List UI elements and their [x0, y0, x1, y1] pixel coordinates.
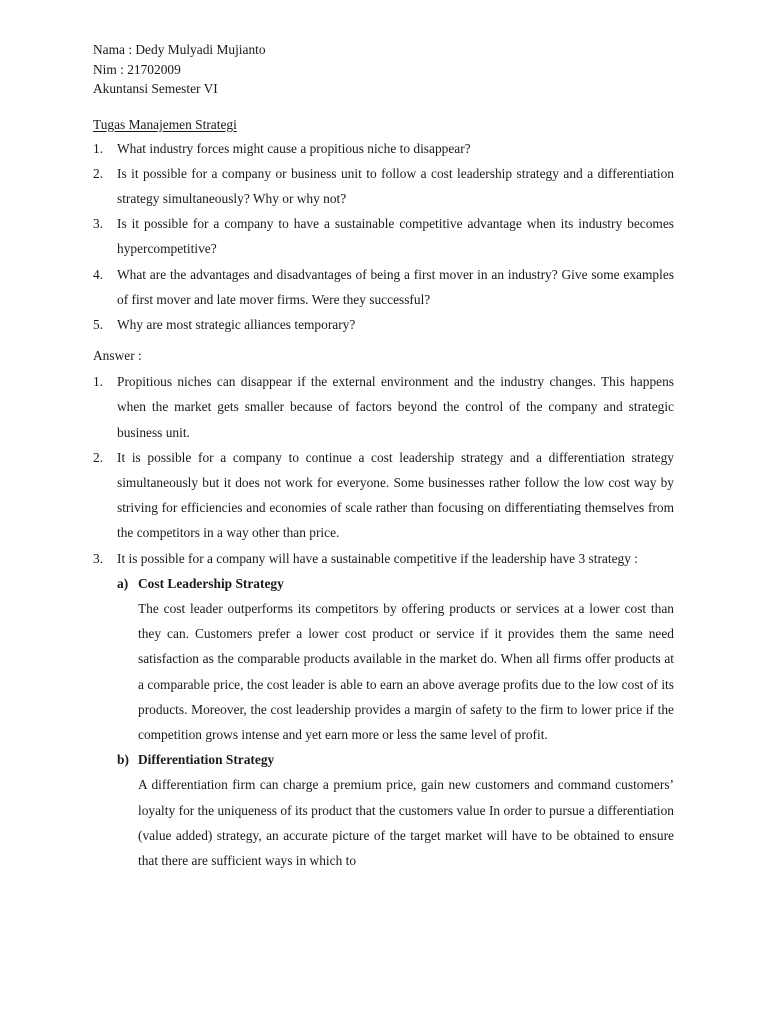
answer-number: 2. — [93, 449, 104, 465]
strategy-list — [117, 571, 674, 873]
question-item — [93, 211, 674, 261]
question-text: Is it possible for a company or business unit to follow a cost leadership strategy and a differentiation strategy simultaneously? Why or why not? — [117, 165, 674, 206]
question-number: 3. — [93, 216, 104, 232]
question-item — [93, 312, 674, 337]
answer-item — [93, 369, 674, 445]
strategy-letter: a) — [117, 575, 129, 591]
question-text: Is it possible for a company to have a sustainable competitive advantage when its industry becomes hypercompetitive? — [117, 216, 674, 257]
question-number: 2. — [93, 165, 104, 181]
question-number: 4. — [93, 266, 104, 282]
answer-number: 1. — [93, 374, 104, 390]
strategy-letter: b) — [117, 752, 129, 768]
strategy-title: Differentiation Strategy — [138, 752, 275, 768]
task-title: Tugas Manajemen Strategi — [93, 116, 237, 132]
answer-title: Answer : — [93, 348, 142, 364]
student-program: Akuntansi Semester VI — [93, 81, 218, 96]
question-number: 1. — [93, 140, 104, 156]
strategy-item — [117, 747, 674, 873]
strategy-body: The cost leader outperforms its competitors by offering products or services at a lower cost than they can. Customers prefer a lower cost product or service if it provides them the same need satisfaction as the comparable products available in the market do. When all firms offer products at a comparable price, the cost leader is able to earn an above average profits due to the low cost of its products. Moreover, the cost leadership provides a margin of safety to the firm to lower price if the competition grows intense and yet earn more or less the same level of profit. — [138, 600, 674, 742]
strategy-title: Cost Leadership Strategy — [138, 575, 284, 591]
strategy-body: A differentiation firm can charge a premium price, gain new customers and command customers’ loyalty for the uniqueness of its product that the customers value In order to pursue a differentiation (value added) strategy, an accurate picture of the target market will have to be obtained to ensure that there are sufficient ways in which to — [138, 777, 674, 868]
question-text: What industry forces might cause a propitious niche to disappear? — [117, 140, 471, 156]
question-text: Why are most strategic alliances temporary? — [117, 316, 356, 332]
student-name: Nama : Dedy Mulyadi Mujianto — [93, 42, 266, 57]
question-item — [93, 161, 674, 211]
question-number: 5. — [93, 316, 104, 332]
answer-item — [93, 546, 674, 874]
student-nim: Nim : 21702009 — [93, 61, 181, 77]
question-text: What are the advantages and disadvantages of being a first mover in an industry? Give some examples of first mover and late mover firms. Were they successful? — [117, 266, 674, 307]
answer-item — [93, 445, 674, 546]
answer-text: Propitious niches can disappear if the external environment and the industry changes. This happens when the market gets smaller because of factors beyond the control of the company and strategic business unit. — [117, 374, 674, 440]
answer-text: It is possible for a company will have a sustainable competitive if the leadership have 3 strategy : — [117, 550, 638, 566]
question-item — [93, 136, 674, 161]
answer-list — [93, 369, 674, 873]
strategy-item — [117, 571, 674, 747]
question-item — [93, 262, 674, 312]
answer-number: 3. — [93, 550, 104, 566]
answer-text: It is possible for a company to continue a cost leadership strategy and a differentiation strategy simultaneously but it does not work for everyone. Some businesses rather follow the low cost way by striving for efficiencies and economies of scale rather than focusing on differentiating themselves from the competitors in a way other than price. — [117, 449, 674, 541]
question-list — [93, 136, 674, 338]
